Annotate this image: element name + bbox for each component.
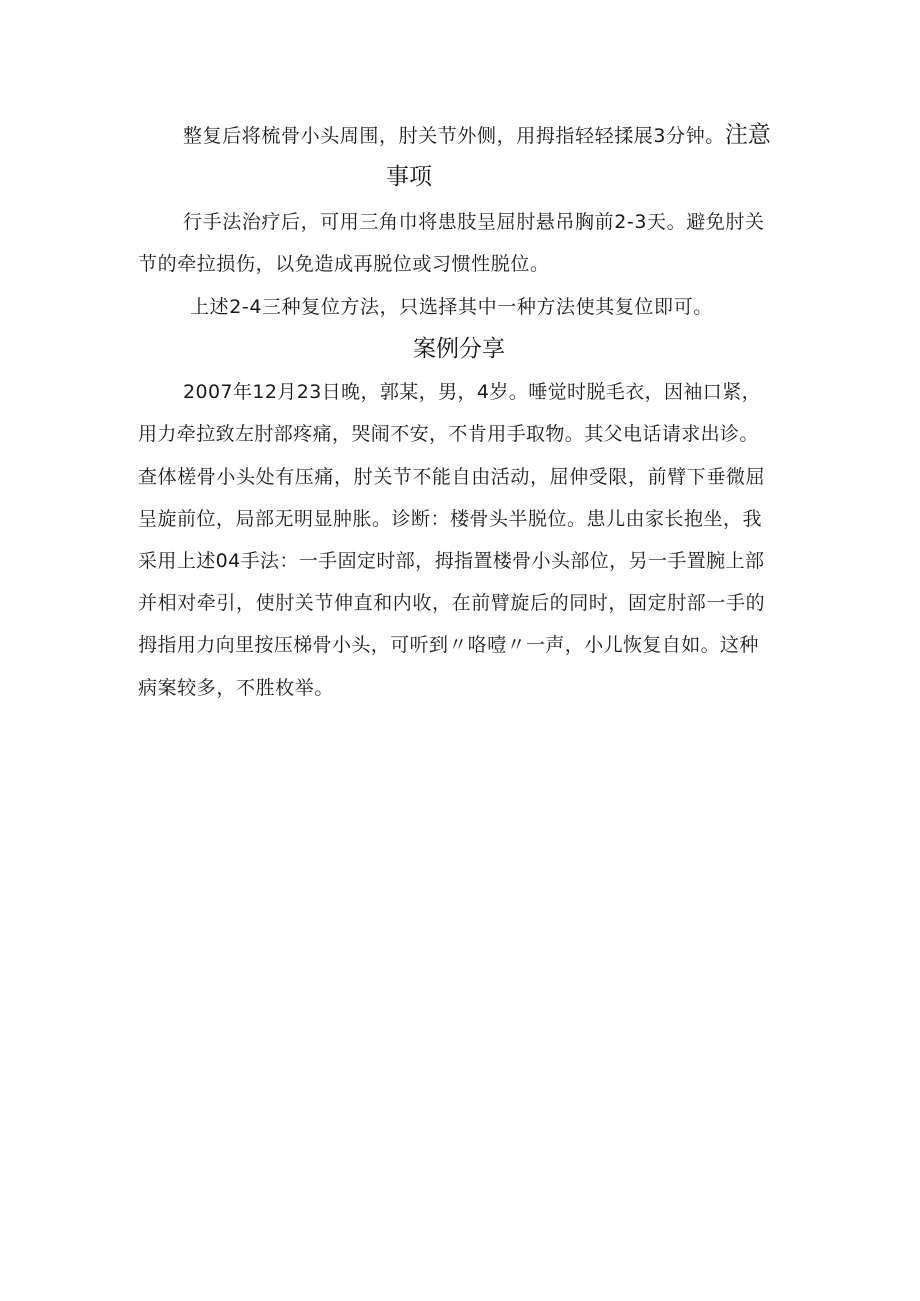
case-share-heading: 案例分享 [413, 336, 505, 362]
case-line-6: 并相对牵引，使肘关节伸直和内收，在前臂旋后的同时，固定肘部一手的 [138, 592, 766, 614]
paragraph-1-line-1 [183, 122, 771, 149]
paragraph-1-text: 整复后将梳骨小头周围，肘关节外侧，用拇指轻轻揉展3分钟。 [183, 125, 725, 147]
paragraph-3-line-1: 上述2-4三种复位方法，只选择其中一种方法使其复位即可。 [190, 296, 713, 318]
case-line-2: 用力牵拉致左肘部疼痛，哭闹不安，不肯用手取物。其父电话请求出诊。 [138, 423, 759, 445]
case-line-7: 拇指用力向里按压梯骨小头，可听到〃咯噎〃一声，小儿恢复自如。这种 [138, 634, 759, 656]
case-line-8: 病案较多，不胜枚举。 [138, 677, 335, 699]
notes-heading-part-1: 注意 [724, 122, 771, 148]
notes-heading-part-2: 事项 [386, 164, 432, 190]
case-line-5: 采用上述04手法：一手固定时部，拇指置楼骨小头部位，另一手置腕上部 [138, 550, 765, 572]
paragraph-2-line-1: 行手法治疗后，可用三角巾将患肢呈屈肘悬吊胸前2-3天。避免肘关 [183, 211, 765, 233]
case-line-3: 查体槎骨小头处有压痛，肘关节不能自由活动，屈伸受限，前臂下垂微屈 [138, 466, 766, 488]
paragraph-2-line-2: 节的牵拉损伤，以免造成再脱位或习惯性脱位。 [138, 253, 550, 275]
case-line-1: 2007年12月23日晚，郭某，男，4岁。唾觉时脱毛衣，因袖口紧， [183, 381, 761, 403]
case-line-4: 呈旋前位，局部无明显肿胀。诊断：楼骨头半脱位。患儿由家长抱坐，我 [138, 508, 763, 530]
